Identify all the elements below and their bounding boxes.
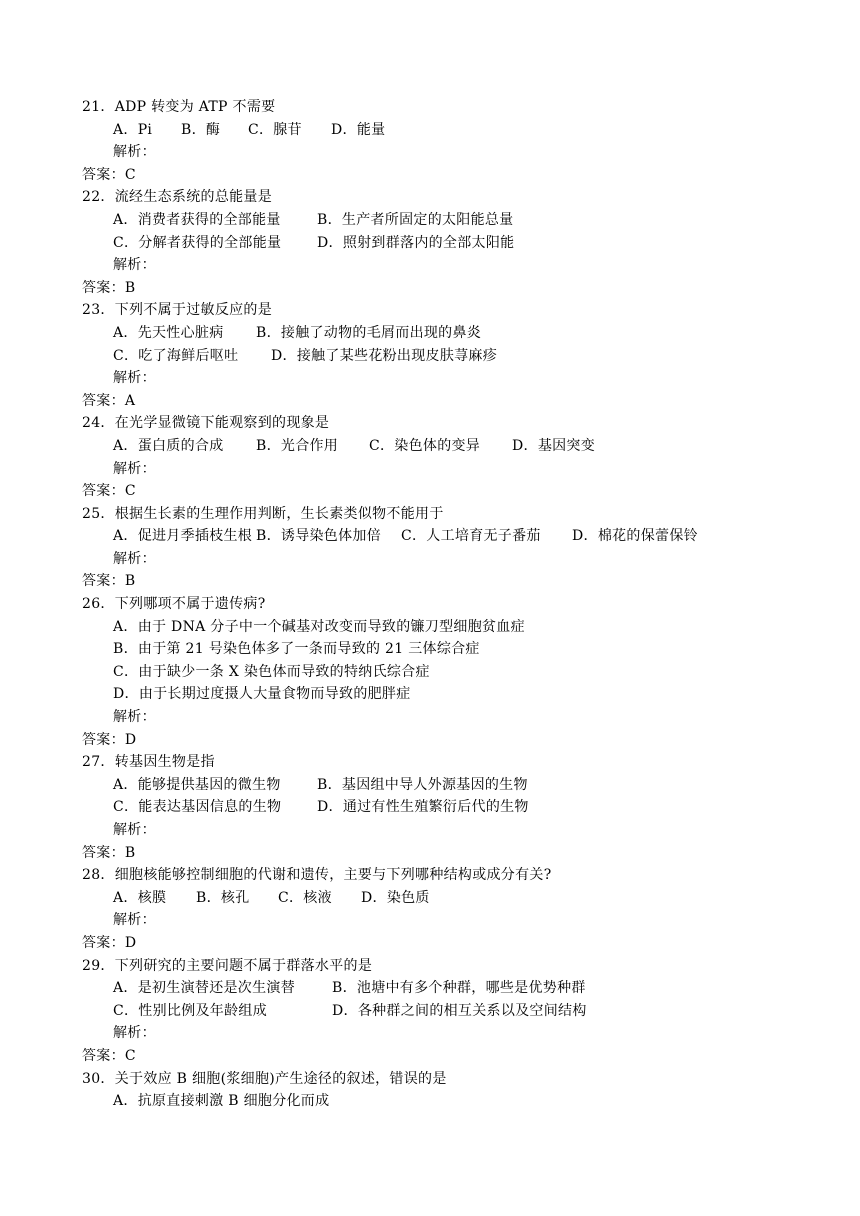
question-stem: 24．在光学显微镜下能观察到的现象是 xyxy=(82,415,330,432)
question-stem: 29．下列研究的主要问题不属于群落水平的是 xyxy=(82,957,373,974)
answer-line: 答案：D xyxy=(82,934,137,951)
option-A: A．核膜 xyxy=(113,889,167,906)
option-row xyxy=(0,977,860,1000)
option-D: D．棉花的保蕾保铃 xyxy=(572,528,698,545)
question-stem: 26．下列哪项不属于遗传病? xyxy=(82,596,266,613)
option-B: B．生产者所固定的太阳能总量 xyxy=(317,211,514,228)
option-B: B．核孔 xyxy=(196,889,250,906)
analysis-label: 解析： xyxy=(113,257,156,274)
option-D: D．基因突变 xyxy=(512,437,596,454)
option-A: A．先天性心脏病 xyxy=(113,324,224,341)
option-row xyxy=(0,525,860,548)
answer-line: 答案：C xyxy=(82,166,136,183)
question-stem: 27．转基因生物是指 xyxy=(82,754,215,771)
option-row xyxy=(0,435,860,458)
answer-line: 答案：C xyxy=(82,483,136,500)
option-row xyxy=(0,1000,860,1023)
option-row xyxy=(0,232,860,255)
answer-line: 答案：C xyxy=(82,1047,136,1064)
question-stem: 22．流经生态系统的总能量是 xyxy=(82,189,273,206)
option-A: C．分解者获得的全部能量 xyxy=(113,234,282,251)
option-row xyxy=(0,774,860,797)
option-B: B．酶 xyxy=(181,121,221,138)
option-A: C．由于缺少一条 X 染色体而导致的特纳氏综合症 xyxy=(113,663,430,680)
answer-line: 答案：B xyxy=(82,844,136,861)
option-A: D．由于长期过度摄人大量食物而导致的肥胖症 xyxy=(113,686,411,703)
option-row xyxy=(0,661,860,684)
option-row xyxy=(0,616,860,639)
analysis-label: 解析： xyxy=(113,370,156,387)
analysis-label: 解析： xyxy=(113,822,156,838)
option-A: A．由于 DNA 分子中一个碱基对改变而导致的镰刀型细胞贫血症 xyxy=(113,618,525,635)
analysis-label: 解析： xyxy=(113,1025,156,1042)
analysis-label: 解析： xyxy=(113,460,156,477)
exam-document xyxy=(0,96,860,1113)
option-A: A．促进月季插枝生根 xyxy=(113,528,253,545)
analysis-label: 解析： xyxy=(113,912,156,929)
option-B: B．池塘中有多个种群，哪些是优势种群 xyxy=(332,980,586,997)
option-C: C．核液 xyxy=(278,889,332,906)
option-C: C．腺苷 xyxy=(248,121,302,138)
question-stem: 25．根据生长素的生理作用判断，生长素类似物不能用于 xyxy=(82,505,444,522)
option-B: D．各种群之间的相互关系以及空间结构 xyxy=(332,1002,587,1019)
option-B: B．基因组中导人外源基因的生物 xyxy=(317,776,528,793)
option-row xyxy=(0,638,860,661)
question-stem: 21．ADP 转变为 ATP 不需要 xyxy=(82,99,276,115)
option-row xyxy=(0,322,860,345)
answer-line: 答案：B xyxy=(82,279,136,296)
option-row xyxy=(0,119,860,142)
option-row xyxy=(0,887,860,910)
answer-line: 答案：B xyxy=(82,573,136,590)
option-B: D．接触了某些花粉出现皮肤荨麻疹 xyxy=(271,347,498,364)
option-A: A．Pi xyxy=(113,121,153,138)
option-row xyxy=(0,683,860,706)
option-row xyxy=(0,1090,860,1113)
option-B: B．诱导染色体加倍 xyxy=(256,528,381,545)
answer-line: 答案：D xyxy=(82,731,137,748)
option-D: D．能量 xyxy=(331,121,386,138)
option-C: C．染色体的变异 xyxy=(369,437,481,454)
answer-line: 答案：A xyxy=(82,392,136,409)
option-A: A．消费者获得的全部能量 xyxy=(113,211,281,228)
option-B: B．接触了动物的毛屑而出现的鼻炎 xyxy=(256,324,482,341)
option-B: D．照射到群落内的全部太阳能 xyxy=(317,234,515,251)
question-stem: 23．下列不属于过敏反应的是 xyxy=(82,302,273,319)
question-stem: 30．关于效应 B 细胞(浆细胞)产生途径的叙述，错误的是 xyxy=(82,1070,447,1087)
option-A: C．吃了海鲜后呕吐 xyxy=(113,347,239,364)
option-A: A．蛋白质的合成 xyxy=(113,437,224,454)
question-stem: 28．细胞核能够控制细胞的代谢和遗传，主要与下列哪种结构或成分有关? xyxy=(82,867,552,884)
option-A: B．由于第 21 号染色体多了一条而导致的 21 三体综合症 xyxy=(113,641,480,658)
analysis-label: 解析： xyxy=(113,144,156,161)
option-row xyxy=(0,796,860,819)
option-row xyxy=(0,345,860,368)
option-B: B．光合作用 xyxy=(256,437,339,454)
analysis-label: 解析： xyxy=(113,709,156,726)
option-A: C．性别比例及年龄组成 xyxy=(113,1002,268,1019)
option-A: A．是初生演替还是次生演替 xyxy=(113,980,296,997)
option-B: D．通过有性生殖繁衍后代的生物 xyxy=(317,799,529,816)
option-A: A．抗原直接刺激 B 细胞分化而成 xyxy=(113,1093,330,1110)
option-row xyxy=(0,209,860,232)
option-A: A．能够提供基因的微生物 xyxy=(113,776,281,793)
analysis-label: 解析： xyxy=(113,550,156,567)
option-C: C．人工培育无子番茄 xyxy=(401,528,541,545)
option-D: D．染色质 xyxy=(361,889,430,906)
option-A: C．能表达基因信息的生物 xyxy=(113,799,282,816)
